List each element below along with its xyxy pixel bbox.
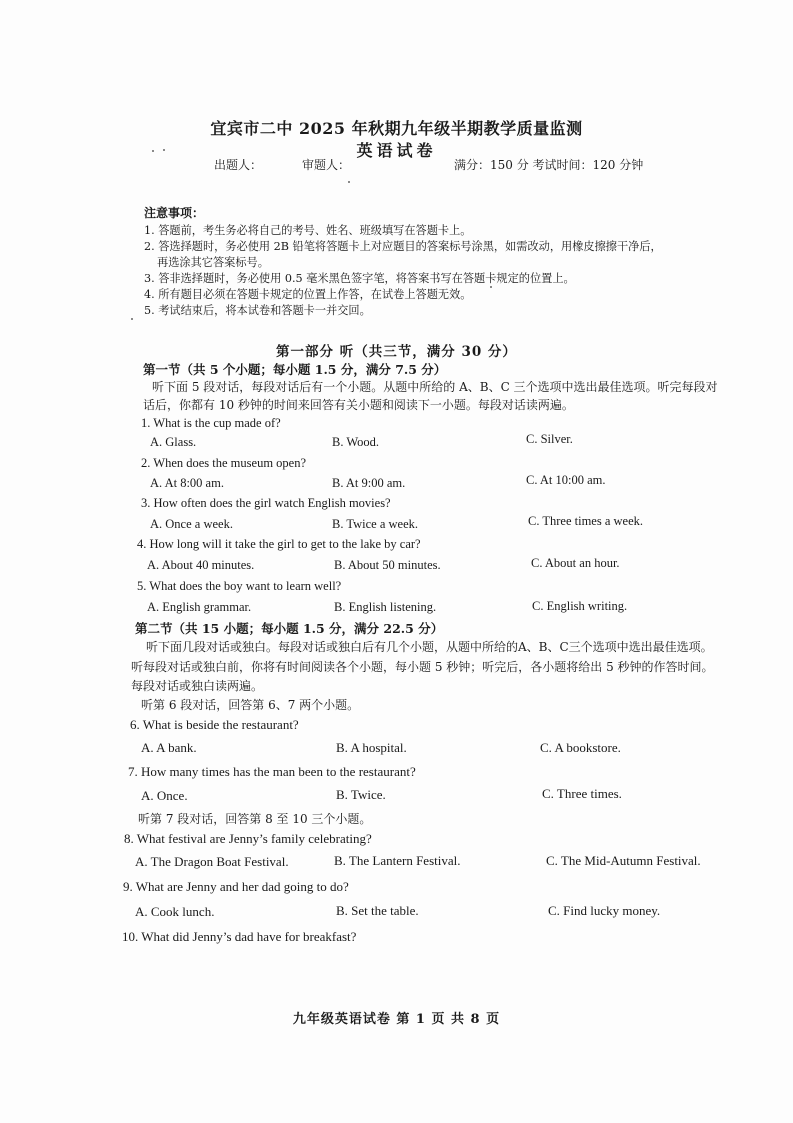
option-a: A. Cook lunch.	[135, 904, 215, 919]
option-b: B. Wood.	[332, 435, 380, 449]
question: 8. What festival are Jenny’s family celebrating?	[124, 831, 372, 846]
notice-item: 5. 考试结束后，将本试卷和答题卡一并交回。	[144, 304, 371, 317]
scan-speck	[348, 181, 350, 183]
option-c: C. About an hour.	[531, 556, 620, 570]
section-instructions: 听每段对话或独白前，你将有时间阅读各个小题，每小题 5 秒钟；听完后，各小题将给出 5 秒钟的作答时间。	[131, 660, 714, 674]
option-a: A. A bank.	[141, 740, 197, 755]
reviewer-label: 审题人：	[302, 158, 351, 172]
question: 6. What is beside the restaurant?	[130, 717, 299, 732]
question: 2. When does the museum open?	[141, 456, 307, 470]
listening-note: 听第 7 段对话，回答第 8 至 10 三个小题。	[138, 812, 372, 826]
scan-speck	[131, 318, 133, 320]
option-b: B. English listening.	[334, 600, 437, 614]
page-footer: 九年级英语试卷 第 1 页 共 8 页	[292, 1012, 501, 1027]
exam-title: 宜宾市二中 2025 年秋期九年级半期教学质量监测	[210, 119, 583, 138]
question: 7. How many times has the man been to the restaurant?	[128, 764, 416, 779]
option-a: A. Once.	[141, 788, 188, 803]
setter-label: 出题人：	[214, 158, 263, 172]
section-heading: 第一节（共 5 个小题；每小题 1.5 分，满分 7.5 分）	[143, 362, 447, 377]
section-instructions: 每段对话或独白读两遍。	[131, 679, 264, 693]
question: 10. What did Jenny’s dad have for breakfast?	[122, 929, 357, 944]
notice-heading: 注意事项：	[144, 206, 205, 220]
option-a: A. Glass.	[150, 435, 197, 449]
section-heading: 第二节（共 15 小题；每小题 1.5 分，满分 22.5 分）	[135, 621, 444, 636]
option-c: C. Find lucky money.	[548, 903, 661, 918]
scan-speck	[490, 286, 492, 288]
option-b: B. A hospital.	[336, 740, 407, 755]
question: 1. What is the cup made of?	[141, 416, 281, 430]
option-a: A. English grammar.	[147, 600, 252, 614]
notice-item: 再选涂其它答案标号。	[157, 256, 269, 269]
question: 9. What are Jenny and her dad going to do?	[123, 879, 349, 894]
listening-note: 听第 6 段对话，回答第 6、7 两个小题。	[141, 698, 360, 712]
option-b: B. Set the table.	[336, 903, 419, 918]
option-a: A. About 40 minutes.	[147, 558, 255, 572]
option-c: C. Silver.	[526, 432, 573, 446]
question: 4. How long will it take the girl to get to the lake by car?	[137, 537, 421, 551]
option-c: C. English writing.	[532, 599, 628, 613]
question: 3. How often does the girl watch English movies?	[141, 496, 391, 510]
notice-item: 2. 答选择题时，务必使用 2B 铅笔将答题卡上对应题目的答案标号涂黑，如需改动，用橡皮擦擦干净后，	[144, 240, 662, 253]
question: 5. What does the boy want to learn well?	[137, 579, 342, 593]
notice-item: 3. 答非选择题时，务必使用 0.5 毫米黑色签字笔，将答案书写在答题卡规定的位置上。	[144, 272, 575, 285]
option-b: B. The Lantern Festival.	[334, 853, 461, 868]
section-instructions: 听下面 5 段对话，每段对话后有一个小题。从题中所给的 A、B、C 三个选项中选出最佳选项。听完每段对	[152, 380, 718, 394]
notice-item: 4. 所有题目必须在答题卡规定的位置上作答，在试卷上答题无效。	[144, 288, 472, 301]
option-c: C. A bookstore.	[540, 740, 621, 755]
part-heading: 第一部分 听（共三节，满分 30 分）	[276, 344, 517, 360]
option-a: A. The Dragon Boat Festival.	[135, 854, 289, 869]
section-instructions: 话后，你都有 10 秒钟的时间来回答有关小题和阅读下一小题。每段对话读两遍。	[143, 398, 574, 412]
option-b: B. Twice a week.	[332, 517, 419, 531]
option-c: C. Three times a week.	[528, 514, 644, 528]
option-c: C. Three times.	[542, 786, 622, 801]
option-b: B. Twice.	[336, 787, 386, 802]
score-time-info: 满分：150 分 考试时间：120 分钟	[454, 158, 644, 172]
option-b: B. At 9:00 am.	[332, 476, 406, 490]
notice-item: 1. 答题前，考生务必将自己的考号、姓名、班级填写在答题卡上。	[144, 224, 472, 237]
option-a: A. At 8:00 am.	[150, 476, 224, 490]
option-a: A. Once a week.	[150, 517, 233, 531]
option-c: C. At 10:00 am.	[526, 473, 606, 487]
section-instructions: 听下面几段对话或独白。每段对话或独白后有几个小题，从题中所给的A、B、C三个选项中选出最佳选项。	[146, 640, 713, 654]
option-b: B. About 50 minutes.	[334, 558, 441, 572]
option-c: C. The Mid-Autumn Festival.	[546, 853, 701, 868]
exam-subtitle: 英语试卷	[356, 141, 437, 160]
